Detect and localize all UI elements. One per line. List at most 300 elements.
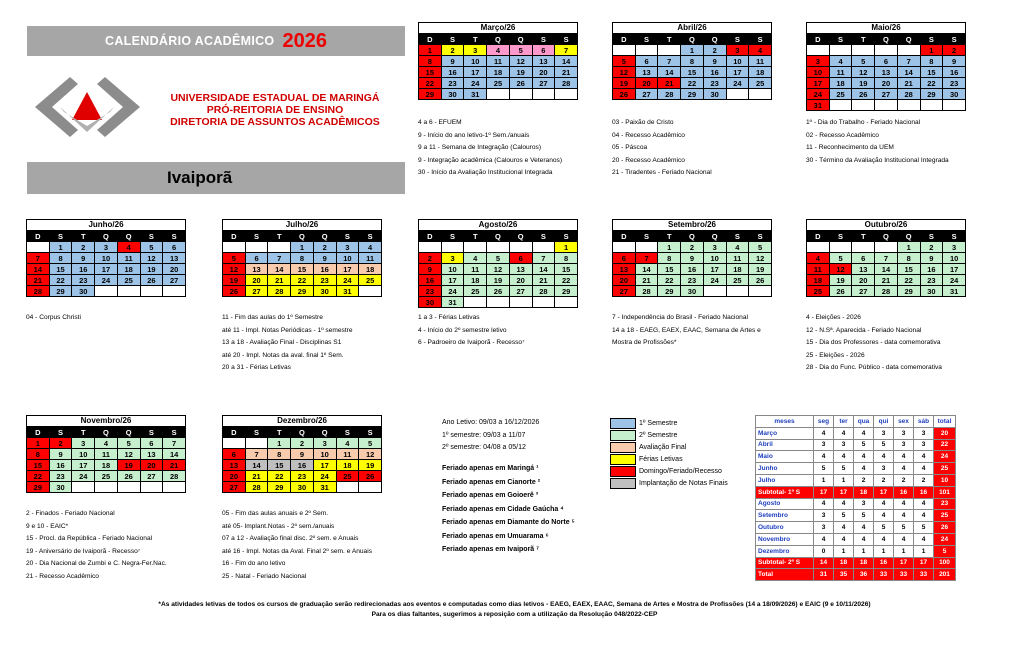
day-cell: 4 [807,253,830,264]
day-cell: 11 [829,67,852,78]
day-cell: 28 [268,286,291,297]
weekday-header: S [359,427,382,438]
weekday-header: S [140,427,163,438]
weekday-header: S [163,427,186,438]
day-cell: 10 [943,253,966,264]
day-cell: 19 [117,460,140,471]
legend-item [610,417,728,429]
day-cell: 24 [95,275,118,286]
day-cell: 20 [140,460,163,471]
stats-value-cell: 25 [934,463,956,475]
day-cell: 13 [245,264,268,275]
day-cell: 13 [532,56,555,67]
day-cell: 13 [140,449,163,460]
day-cell: 13 [163,253,186,264]
day-cell: 23 [920,275,943,286]
day-cell: 9 [943,56,966,67]
day-cell: 13 [635,67,658,78]
month-title: Agosto/26 [418,219,578,230]
weekday-header: Q [313,231,336,242]
day-cell: 28 [875,286,898,297]
note-line: até 20 - Impl. Notas da aval. final 1º Sem. [222,351,344,359]
stats-value-cell: 0 [814,545,834,557]
day-cell: 29 [555,286,578,297]
day-cell: 19 [749,264,772,275]
calendar-month [26,219,186,297]
stats-value-cell: 16 [914,486,934,498]
calendar-month [612,219,772,297]
day-cell: 15 [27,460,50,471]
day-cell: 8 [291,253,314,264]
stats-value-cell: 17 [914,557,934,569]
day-cell: 30 [419,297,442,308]
stats-header-cell: seg [814,416,834,428]
day-cell: 28 [245,482,268,493]
weekday-header: S [635,231,658,242]
day-cell: 9 [291,449,314,460]
day-cell: 21 [555,67,578,78]
day-cell: 24 [336,275,359,286]
day-cell: 1 [920,45,943,56]
weekday-header: D [613,34,636,45]
weekday-header: Q [703,231,726,242]
day-cell: 25 [336,471,359,482]
legend-label: Férias Letivas [639,455,683,463]
stats-header-cell: sáb [914,416,934,428]
day-cell: 10 [95,253,118,264]
day-cell: 7 [897,56,920,67]
weekday-header: T [464,34,487,45]
stats-value-cell: 4 [854,463,874,475]
note-line: 12 - N.Sª. Aparecida - Feriado Nacional [806,326,922,334]
day-cell: 28 [27,286,50,297]
weekday-header: S [441,231,464,242]
stats-header-cell: meses [756,416,814,428]
day-cell [875,100,898,111]
stats-value-cell: 18 [854,486,874,498]
day-cell: 9 [72,253,95,264]
weekday-header: Q [117,231,140,242]
day-cell: 26 [829,286,852,297]
stats-value-cell: 2 [894,474,914,486]
month-notes [418,312,524,350]
feriado-line: Feriado apenas em Umuarama ⁶ [442,532,549,540]
day-cell: 27 [245,286,268,297]
day-cell: 29 [920,89,943,100]
stats-value-cell: 5 [874,439,894,451]
day-cell [749,89,772,100]
stats-value-cell: 4 [854,522,874,534]
day-cell: 25 [807,286,830,297]
day-cell: 29 [49,286,72,297]
legend-item [610,465,728,477]
day-cell: 19 [829,275,852,286]
day-cell: 21 [897,78,920,89]
stats-value-cell: 35 [834,569,854,581]
day-cell: 16 [49,460,72,471]
day-cell [829,242,852,253]
day-cell: 18 [117,264,140,275]
day-cell: 22 [268,471,291,482]
weekday-header: Q [681,34,704,45]
stats-value-cell: 4 [874,451,894,463]
campus-banner [27,162,405,194]
day-cell: 22 [681,78,704,89]
weekday-header: S [749,34,772,45]
stats-value-cell: 100 [934,557,956,569]
day-cell: 8 [49,253,72,264]
feriado-line: Feriado apenas em Cidade Gaúcha ⁴ [442,505,564,513]
weekday-header: S [943,231,966,242]
day-cell: 17 [943,264,966,275]
weekday-header: S [943,34,966,45]
day-cell: 18 [336,460,359,471]
day-cell: 22 [897,275,920,286]
day-cell [95,286,118,297]
weekday-header: Q [897,34,920,45]
day-cell: 31 [464,89,487,100]
stats-value-cell: 2 [914,474,934,486]
month-title: Novembro/26 [26,415,186,426]
weekday-header: Q [117,427,140,438]
day-cell [245,438,268,449]
month-title: Julho/26 [222,219,382,230]
weekday-header: T [658,231,681,242]
day-cell: 17 [95,264,118,275]
day-cell [359,482,382,493]
day-cell [726,286,749,297]
note-line: 21 - Tiradentes - Feriado Nacional [612,169,712,177]
day-cell: 4 [749,45,772,56]
day-cell: 7 [658,56,681,67]
day-cell: 22 [920,78,943,89]
day-cell: 1 [291,242,314,253]
day-cell: 12 [140,253,163,264]
day-cell: 26 [140,275,163,286]
day-cell: 18 [464,275,487,286]
day-cell: 30 [681,286,704,297]
note-line: Mostra de Profissões* [612,339,677,347]
weekday-header: S [49,231,72,242]
day-cell: 15 [291,264,314,275]
day-cell: 11 [749,56,772,67]
day-cell: 15 [681,67,704,78]
note-line: 4 - Início do 2º semestre letivo [418,326,507,334]
stats-value-cell: 4 [834,427,854,439]
note-line: 05 - Fim das aulas anuais e 2º Sem. [222,510,329,517]
day-cell: 25 [726,275,749,286]
day-cell [245,242,268,253]
day-cell: 18 [807,275,830,286]
day-cell: 14 [27,264,50,275]
day-cell [419,242,442,253]
stats-header-cell: total [934,416,956,428]
day-cell: 12 [223,264,246,275]
legend-label: Avaliação Final [639,443,687,451]
day-cell: 2 [681,242,704,253]
month-title: Junho/26 [26,219,186,230]
day-cell [532,297,555,308]
day-cell: 13 [509,264,532,275]
stats-month-cell: Total [756,569,814,581]
day-cell: 25 [464,286,487,297]
weekday-header: Q [291,231,314,242]
stats-month-cell: Subtotal- 2º S [756,557,814,569]
day-cell: 10 [703,253,726,264]
day-cell: 6 [140,438,163,449]
weekday-header: Q [509,231,532,242]
day-cell: 4 [95,438,118,449]
day-cell: 2 [441,45,464,56]
note-line: 04 - Recesso Acadêmico [612,131,685,139]
day-cell: 15 [658,264,681,275]
weekday-header: D [27,231,50,242]
feriado-line: Feriado apenas em Goioerê ³ [442,492,539,499]
day-cell [635,45,658,56]
calendar-month [222,415,382,493]
day-cell: 27 [509,286,532,297]
day-cell: 4 [829,56,852,67]
day-cell: 17 [72,460,95,471]
day-cell: 7 [532,253,555,264]
day-cell: 7 [268,253,291,264]
note-line: até 11 - Impl. Notas Periódicas - 1º semestre [222,326,353,334]
day-cell: 9 [441,56,464,67]
legend-swatch [610,418,636,429]
stats-value-cell: 3 [814,522,834,534]
day-cell [117,286,140,297]
weekday-header: S [726,34,749,45]
stats-table [755,415,956,581]
day-cell: 12 [613,67,636,78]
legend-swatch [610,466,636,477]
day-cell: 6 [875,56,898,67]
day-cell [464,297,487,308]
month-notes [806,312,942,375]
day-cell: 26 [509,78,532,89]
day-cell [223,438,246,449]
stats-value-cell: 5 [834,463,854,475]
day-cell: 16 [291,460,314,471]
stats-header-cell: qui [874,416,894,428]
day-cell [163,286,186,297]
day-cell: 16 [920,264,943,275]
weekday-header: Q [681,231,704,242]
day-cell [117,482,140,493]
day-cell: 6 [245,253,268,264]
day-cell [223,242,246,253]
stats-value-cell: 4 [914,451,934,463]
day-cell: 17 [726,67,749,78]
day-cell: 1 [897,242,920,253]
day-cell: 12 [117,449,140,460]
day-cell [487,89,510,100]
day-cell: 4 [726,242,749,253]
day-cell: 6 [852,253,875,264]
day-cell: 5 [749,242,772,253]
stats-value-cell: 5 [854,439,874,451]
legend-label: 2º Semestre [639,431,678,439]
day-cell: 2 [313,242,336,253]
day-cell: 30 [291,482,314,493]
note-line: 14 a 18 - EAEG, EAEX, EAAC, Semana de Artes e [612,326,761,334]
day-cell: 10 [313,449,336,460]
day-cell: 1 [49,242,72,253]
day-cell: 31 [943,286,966,297]
legend-item [610,453,728,465]
stats-value-cell: 3 [894,439,914,451]
day-cell: 1 [419,45,442,56]
day-cell: 19 [140,264,163,275]
month-notes [806,117,949,167]
weekday-header: T [72,427,95,438]
weekday-header: D [419,231,442,242]
stats-value-cell: 25 [934,510,956,522]
day-cell: 21 [635,275,658,286]
day-cell: 5 [140,242,163,253]
day-cell: 27 [223,482,246,493]
stats-value-cell: 3 [874,427,894,439]
day-cell: 26 [749,275,772,286]
day-cell: 12 [509,56,532,67]
note-line: 07 a 12 - Avaliação final disc. 2º sem. e Anuais [222,535,359,543]
day-cell: 26 [852,89,875,100]
day-cell: 12 [487,264,510,275]
day-cell: 16 [681,264,704,275]
stats-value-cell: 4 [834,498,854,510]
stats-month-cell: Novembro [756,533,814,545]
stats-value-cell: 4 [834,533,854,545]
note-line: 9 a 11 - Semana de Integração (Calouros) [418,144,542,152]
weekday-header: T [268,231,291,242]
day-cell: 6 [509,253,532,264]
day-cell: 11 [487,56,510,67]
day-cell: 8 [658,253,681,264]
stats-value-cell: 4 [814,451,834,463]
day-cell [555,297,578,308]
day-cell [487,242,510,253]
day-cell: 1 [268,438,291,449]
day-cell: 16 [419,275,442,286]
note-line: 20 - Dia Nacional de Zumbi e C. Negra-Fer.Nac. [26,560,167,568]
day-cell: 9 [703,56,726,67]
stats-month-cell: Maio [756,451,814,463]
day-cell: 26 [117,471,140,482]
day-cell: 24 [464,78,487,89]
stats-value-cell: 3 [814,439,834,451]
day-cell: 15 [555,264,578,275]
day-cell: 9 [920,253,943,264]
stats-value-cell: 4 [894,533,914,545]
day-cell: 10 [72,449,95,460]
day-cell: 19 [613,78,636,89]
stats-value-cell: 4 [854,533,874,545]
day-cell: 25 [829,89,852,100]
weekday-header: S [532,231,555,242]
stats-value-cell: 4 [814,427,834,439]
day-cell: 25 [487,78,510,89]
note-line: até 16 - Impl. Notas da Aval. Final 2º sem. e Anuais [222,547,372,555]
stats-value-cell: 4 [834,522,854,534]
day-cell: 15 [49,264,72,275]
weekday-header: S [245,231,268,242]
stats-value-cell: 17 [834,486,854,498]
feriado-line: Feriado apenas em Diamante do Norte ⁵ [442,519,575,526]
day-cell: 5 [509,45,532,56]
calendar-month [806,219,966,297]
calendar-month [26,415,186,493]
day-cell: 2 [291,438,314,449]
weekday-header: Q [95,427,118,438]
day-cell: 3 [441,253,464,264]
stats-value-cell: 4 [894,451,914,463]
stats-month-cell: Abril [756,439,814,451]
day-cell: 31 [807,100,830,111]
day-cell: 7 [27,253,50,264]
note-line: 9 - Início do ano letivo-1º Sem./anuais [418,131,530,139]
day-cell: 27 [875,89,898,100]
day-cell [163,482,186,493]
day-cell: 6 [532,45,555,56]
day-cell: 14 [658,67,681,78]
note-line: 20 - Recesso Acadêmico [612,156,685,164]
day-cell: 31 [313,482,336,493]
day-cell: 20 [163,264,186,275]
weekday-header: S [555,34,578,45]
day-cell: 26 [223,286,246,297]
note-line: 30 - Término da Avaliação Institucional Integrada [806,156,949,164]
weekday-header: Q [95,231,118,242]
day-cell: 18 [487,67,510,78]
day-cell [359,286,382,297]
stats-month-cell: Outubro [756,522,814,534]
day-cell: 10 [726,56,749,67]
day-cell: 11 [117,253,140,264]
stats-value-cell: 3 [874,463,894,475]
day-cell [726,89,749,100]
day-cell: 29 [658,286,681,297]
stats-value-cell: 33 [914,569,934,581]
weekday-header: S [726,231,749,242]
weekday-header: S [336,231,359,242]
day-cell: 21 [163,460,186,471]
day-cell [703,286,726,297]
day-cell: 18 [95,460,118,471]
weekday-header: Q [875,34,898,45]
day-cell: 8 [897,253,920,264]
day-cell: 13 [852,264,875,275]
day-cell [268,242,291,253]
ano-letivo [442,417,539,455]
stats-value-cell: 10 [934,474,956,486]
stats-value-cell: 4 [914,498,934,510]
stats-value-cell: 3 [914,439,934,451]
stats-value-cell: 3 [914,427,934,439]
day-cell [532,242,555,253]
legend-swatch [610,430,636,441]
stats-header-cell: qua [854,416,874,428]
weekday-header: Q [487,231,510,242]
day-cell: 12 [852,67,875,78]
day-cell: 18 [749,67,772,78]
day-cell: 13 [223,460,246,471]
legend-item [610,441,728,453]
stats-value-cell: 1 [874,545,894,557]
day-cell: 5 [223,253,246,264]
day-cell: 27 [532,78,555,89]
note-line: 25 - Eleições - 2026 [806,351,865,359]
day-cell: 12 [359,449,382,460]
